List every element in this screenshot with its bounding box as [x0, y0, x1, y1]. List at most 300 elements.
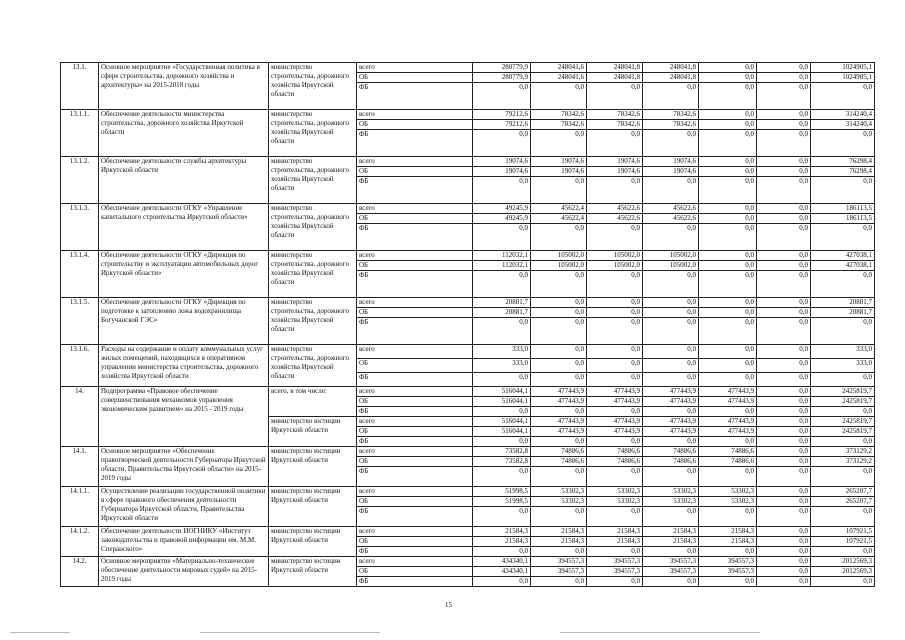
amount-cell: 0,0 [699, 437, 757, 447]
amount-cell: 0,0 [473, 318, 531, 345]
amount-cell: 0,0 [587, 373, 643, 387]
amount-cell: 314240,4 [811, 110, 875, 120]
amount-cell: 0,0 [757, 373, 811, 387]
amount-cell: 477443,9 [531, 427, 587, 437]
amount-cell: 0,0 [473, 271, 531, 298]
amount-cell: 0,0 [757, 457, 811, 467]
amount-cell: 0,0 [473, 83, 531, 110]
amount-cell: 477443,9 [643, 387, 699, 397]
amount-cell: 0,0 [757, 308, 811, 318]
amount-cell: 112032,1 [473, 251, 531, 261]
funding-source: ФБ [357, 130, 473, 157]
amount-cell: 112032,1 [473, 261, 531, 271]
amount-cell: 477443,9 [643, 417, 699, 427]
funding-source: ОБ [357, 308, 473, 318]
amount-cell: 0,0 [811, 271, 875, 298]
amount-cell: 49245,9 [473, 214, 531, 224]
table-row [61, 557, 875, 567]
amount-cell: 2012569,3 [811, 567, 875, 577]
amount-cell: 0,0 [757, 177, 811, 204]
amount-cell: 0,0 [473, 177, 531, 204]
funding-source: ОБ [357, 167, 473, 177]
amount-cell: 0,0 [811, 407, 875, 417]
amount-cell: 45622,6 [587, 214, 643, 224]
amount-cell: 477443,9 [531, 397, 587, 407]
table-row [61, 63, 875, 73]
amount-cell: 0,0 [699, 308, 757, 318]
measure-title: Обеспечение деятельности ИОГНИКУ «Институт законодательства и правовой информации им. М.М. Сперанского» [99, 527, 269, 557]
row-number: 13.1. [61, 63, 99, 110]
amount-cell: 0,0 [699, 373, 757, 387]
amount-cell: 0,0 [699, 130, 757, 157]
amount-cell: 0,0 [757, 387, 811, 397]
amount-cell: 333,0 [473, 345, 531, 359]
amount-cell: 0,0 [643, 467, 699, 487]
funding-source: всего [357, 387, 473, 397]
amount-cell: 477443,9 [699, 387, 757, 397]
amount-cell: 21584,3 [587, 527, 643, 537]
amount-cell: 0,0 [643, 224, 699, 251]
amount-cell: 0,0 [757, 567, 811, 577]
executor: министерство юстиции Иркутской области [269, 447, 357, 487]
scan-artifact-line [200, 632, 380, 633]
amount-cell: 0,0 [757, 547, 811, 557]
funding-source: всего [357, 557, 473, 567]
funding-source: ОБ [357, 397, 473, 407]
amount-cell: 0,0 [699, 177, 757, 204]
amount-cell: 0,0 [699, 345, 757, 359]
measure-title: Основное мероприятие «Обеспечение правотворческой деятельности Губернатора Иркутской области, Правительства Иркутской области» на 2015-2019 годы [99, 447, 269, 487]
page-number: 15 [445, 601, 452, 609]
amount-cell: 0,0 [699, 251, 757, 261]
amount-cell: 0,0 [811, 224, 875, 251]
amount-cell: 427038,1 [811, 251, 875, 261]
amount-cell: 45622,4 [531, 214, 587, 224]
funding-source: ФБ [357, 467, 473, 487]
amount-cell: 49245,9 [473, 204, 531, 214]
amount-cell: 248041,8 [643, 73, 699, 83]
amount-cell: 0,0 [699, 120, 757, 130]
row-number: 13.1.2. [61, 157, 99, 204]
amount-cell: 0,0 [473, 130, 531, 157]
measure-title: Расходы на содержание и оплату коммунальных услуг жилых помещений, находящихся в оперативном управлении министерства строительства, дорожного хозяйства Иркутской области [99, 345, 269, 387]
executor: министерство строительства, дорожного хозяйства Иркутской области [269, 251, 357, 298]
amount-cell: 248041,6 [531, 63, 587, 73]
amount-cell: 0,0 [473, 407, 531, 417]
funding-source: ОБ [357, 567, 473, 577]
amount-cell: 0,0 [757, 467, 811, 487]
amount-cell: 74886,6 [699, 447, 757, 457]
amount-cell: 105002,0 [531, 251, 587, 261]
amount-cell: 0,0 [757, 359, 811, 373]
amount-cell: 265207,7 [811, 497, 875, 507]
amount-cell: 0,0 [757, 345, 811, 359]
amount-cell: 0,0 [531, 373, 587, 387]
amount-cell: 0,0 [587, 577, 643, 587]
amount-cell: 20881,7 [473, 308, 531, 318]
amount-cell: 0,0 [587, 308, 643, 318]
funding-source: ФБ [357, 271, 473, 298]
amount-cell: 0,0 [811, 507, 875, 527]
amount-cell: 0,0 [757, 157, 811, 167]
measure-title: Обеспечение деятельности министерства строительства, дорожного хозяйства Иркутской области [99, 110, 269, 157]
amount-cell: 0,0 [643, 83, 699, 110]
amount-cell: 0,0 [757, 397, 811, 407]
funding-source: всего [357, 417, 473, 427]
amount-cell: 516044,1 [473, 427, 531, 437]
amount-cell: 0,0 [473, 373, 531, 387]
amount-cell: 0,0 [757, 73, 811, 83]
amount-cell: 477443,9 [643, 427, 699, 437]
amount-cell: 0,0 [473, 577, 531, 587]
amount-cell: 0,0 [699, 224, 757, 251]
amount-cell: 0,0 [757, 427, 811, 437]
funding-source: ОБ [357, 73, 473, 83]
amount-cell: 0,0 [587, 130, 643, 157]
amount-cell: 0,0 [587, 345, 643, 359]
amount-cell: 0,0 [587, 83, 643, 110]
amount-cell: 0,0 [757, 83, 811, 110]
amount-cell: 477443,9 [699, 427, 757, 437]
row-number: 14.1.2. [61, 527, 99, 557]
amount-cell: 0,0 [531, 507, 587, 527]
measure-title: Основное мероприятие «Материально-техническое обеспечение деятельности мировых судей» на 2015-2019 годы [99, 557, 269, 587]
amount-cell: 0,0 [699, 214, 757, 224]
amount-cell: 0,0 [473, 547, 531, 557]
amount-cell: 0,0 [757, 167, 811, 177]
amount-cell: 0,0 [699, 157, 757, 167]
amount-cell: 394557,3 [531, 557, 587, 567]
amount-cell: 0,0 [811, 577, 875, 587]
funding-source: всего [357, 345, 473, 359]
funding-source: ФБ [357, 177, 473, 204]
amount-cell: 477443,9 [587, 417, 643, 427]
amount-cell: 0,0 [531, 345, 587, 359]
amount-cell: 1024905,1 [811, 73, 875, 83]
amount-cell: 0,0 [811, 467, 875, 487]
amount-cell: 0,0 [757, 214, 811, 224]
amount-cell: 0,0 [473, 437, 531, 447]
amount-cell: 19074,6 [587, 167, 643, 177]
executor: министерство строительства, дорожного хозяйства Иркутской области [269, 345, 357, 387]
amount-cell: 280779,9 [473, 73, 531, 83]
funding-source: всего [357, 487, 473, 497]
amount-cell: 0,0 [587, 467, 643, 487]
amount-cell: 0,0 [757, 298, 811, 308]
amount-cell: 0,0 [587, 318, 643, 345]
funding-source: ОБ [357, 359, 473, 373]
row-number: 13.1.6. [61, 345, 99, 387]
funding-source: всего [357, 204, 473, 214]
amount-cell: 0,0 [699, 318, 757, 345]
amount-cell: 0,0 [531, 271, 587, 298]
amount-cell: 45622,4 [531, 204, 587, 214]
amount-cell: 51998,5 [473, 497, 531, 507]
amount-cell: 2425819,7 [811, 427, 875, 437]
amount-cell: 333,0 [473, 359, 531, 373]
amount-cell: 21584,3 [531, 537, 587, 547]
amount-cell: 0,0 [587, 407, 643, 417]
amount-cell: 477443,9 [587, 427, 643, 437]
executor: министерство строительства, дорожного хозяйства Иркутской области [269, 157, 357, 204]
amount-cell: 0,0 [643, 271, 699, 298]
amount-cell: 0,0 [699, 73, 757, 83]
amount-cell: 0,0 [757, 577, 811, 587]
amount-cell: 477443,9 [531, 417, 587, 427]
amount-cell: 0,0 [531, 318, 587, 345]
amount-cell: 0,0 [531, 83, 587, 110]
row-number: 13.1.4. [61, 251, 99, 298]
amount-cell: 0,0 [531, 359, 587, 373]
amount-cell: 0,0 [811, 547, 875, 557]
amount-cell: 0,0 [643, 373, 699, 387]
amount-cell: 0,0 [531, 224, 587, 251]
amount-cell: 19074,6 [531, 167, 587, 177]
amount-cell: 21584,3 [643, 527, 699, 537]
amount-cell: 0,0 [757, 507, 811, 527]
amount-cell: 0,0 [757, 63, 811, 73]
table-row [61, 487, 875, 497]
funding-source: ФБ [357, 318, 473, 345]
amount-cell: 0,0 [811, 318, 875, 345]
amount-cell: 1024905,1 [811, 63, 875, 73]
amount-cell: 76298,4 [811, 157, 875, 167]
amount-cell: 45622,6 [643, 204, 699, 214]
amount-cell: 0,0 [699, 577, 757, 587]
amount-cell: 74886,6 [531, 457, 587, 467]
amount-cell: 105002,0 [643, 251, 699, 261]
amount-cell: 0,0 [757, 261, 811, 271]
amount-cell: 45622,6 [587, 204, 643, 214]
amount-cell: 20881,7 [811, 298, 875, 308]
table-row [61, 387, 875, 397]
amount-cell: 78342,6 [531, 110, 587, 120]
measure-title: Подпрограмма «Правовое обеспечение совершенствования механизмов управления экономическим развитием» на 2015 - 2019 годы [99, 387, 269, 447]
amount-cell: 20881,7 [473, 298, 531, 308]
amount-cell: 0,0 [643, 507, 699, 527]
amount-cell: 248041,8 [587, 73, 643, 83]
amount-cell: 2425819,7 [811, 417, 875, 427]
amount-cell: 21584,3 [699, 537, 757, 547]
amount-cell: 0,0 [811, 437, 875, 447]
amount-cell: 394557,3 [531, 567, 587, 577]
amount-cell: 373129,2 [811, 457, 875, 467]
amount-cell: 19074,6 [531, 157, 587, 167]
amount-cell: 394557,3 [699, 557, 757, 567]
amount-cell: 21584,3 [587, 537, 643, 547]
amount-cell: 0,0 [757, 130, 811, 157]
amount-cell: 0,0 [587, 177, 643, 204]
amount-cell: 0,0 [757, 527, 811, 537]
amount-cell: 516044,1 [473, 417, 531, 427]
amount-cell: 0,0 [643, 177, 699, 204]
amount-cell: 0,0 [531, 437, 587, 447]
amount-cell: 0,0 [643, 359, 699, 373]
amount-cell: 21584,3 [643, 537, 699, 547]
measure-title: Обеспечение деятельности ОГКУ «Дирекция по подготовке к затоплению ложа водохранилища Богучанской ГЭС» [99, 298, 269, 345]
amount-cell: 0,0 [811, 177, 875, 204]
executor: министерство юстиции Иркутской области [269, 527, 357, 557]
table-row [61, 527, 875, 537]
amount-cell: 477443,9 [531, 387, 587, 397]
amount-cell: 0,0 [699, 407, 757, 417]
measure-title: Основное мероприятие «Государственная политика в сфере строительства, дорожного хозяйства и архитектуры» на 2015-2018 годы [99, 63, 269, 110]
amount-cell: 0,0 [699, 110, 757, 120]
funding-source: всего [357, 298, 473, 308]
amount-cell: 0,0 [699, 359, 757, 373]
amount-cell: 74886,6 [643, 457, 699, 467]
amount-cell: 74886,6 [587, 447, 643, 457]
funding-source: ОБ [357, 457, 473, 467]
row-number: 14.1.1. [61, 487, 99, 527]
amount-cell: 20881,7 [811, 308, 875, 318]
scan-artifact-line [560, 632, 760, 633]
measure-title: Осуществление реализации государственной политики в сфере правового обеспечения деятельности Губернатора Иркутской области, Правительства Иркутской области [99, 487, 269, 527]
amount-cell: 0,0 [699, 83, 757, 110]
amount-cell: 45622,6 [643, 214, 699, 224]
amount-cell: 0,0 [643, 577, 699, 587]
amount-cell: 0,0 [757, 557, 811, 567]
executor: министерство строительства, дорожного хозяйства Иркутской области [269, 110, 357, 157]
table-row [61, 447, 875, 457]
amount-cell: 0,0 [757, 487, 811, 497]
amount-cell: 105002,0 [587, 261, 643, 271]
amount-cell: 265207,7 [811, 487, 875, 497]
amount-cell: 0,0 [473, 224, 531, 251]
funding-source: ФБ [357, 547, 473, 557]
amount-cell: 394557,3 [643, 567, 699, 577]
amount-cell: 0,0 [757, 447, 811, 457]
amount-cell: 0,0 [587, 359, 643, 373]
amount-cell: 74886,6 [531, 447, 587, 457]
amount-cell: 105002,0 [587, 251, 643, 261]
amount-cell: 0,0 [699, 261, 757, 271]
amount-cell: 53302,3 [643, 487, 699, 497]
amount-cell: 0,0 [531, 130, 587, 157]
amount-cell: 0,0 [811, 83, 875, 110]
amount-cell: 477443,9 [643, 397, 699, 407]
amount-cell: 0,0 [643, 547, 699, 557]
amount-cell: 0,0 [531, 407, 587, 417]
table-row [61, 298, 875, 308]
amount-cell: 78342,6 [587, 110, 643, 120]
amount-cell: 0,0 [643, 437, 699, 447]
funding-source: ОБ [357, 261, 473, 271]
amount-cell: 79212,6 [473, 110, 531, 120]
amount-cell: 21584,3 [473, 537, 531, 547]
amount-cell: 19074,6 [643, 157, 699, 167]
amount-cell: 0,0 [757, 407, 811, 417]
budget-table [60, 62, 875, 587]
row-number: 14. [61, 387, 99, 447]
amount-cell: 0,0 [643, 345, 699, 359]
amount-cell: 0,0 [699, 167, 757, 177]
amount-cell: 248041,8 [643, 63, 699, 73]
amount-cell: 74886,6 [699, 457, 757, 467]
funding-source: всего [357, 527, 473, 537]
amount-cell: 394557,3 [587, 567, 643, 577]
amount-cell: 53302,3 [699, 497, 757, 507]
table-row [61, 110, 875, 120]
table-body [61, 63, 875, 587]
row-number: 13.1.3. [61, 204, 99, 251]
amount-cell: 0,0 [643, 130, 699, 157]
amount-cell: 373129,2 [811, 447, 875, 457]
executor: всего, в том числе: [269, 387, 357, 417]
funding-source: всего [357, 63, 473, 73]
amount-cell: 248041,8 [587, 63, 643, 73]
amount-cell: 0,0 [757, 437, 811, 447]
amount-cell: 477443,9 [699, 397, 757, 407]
amount-cell: 2425819,7 [811, 397, 875, 407]
amount-cell: 186113,5 [811, 204, 875, 214]
amount-cell: 53302,3 [531, 497, 587, 507]
amount-cell: 78342,6 [643, 120, 699, 130]
amount-cell: 19074,6 [587, 157, 643, 167]
amount-cell: 0,0 [757, 251, 811, 261]
amount-cell: 280779,9 [473, 63, 531, 73]
amount-cell: 53302,3 [643, 497, 699, 507]
amount-cell: 0,0 [587, 271, 643, 298]
amount-cell: 0,0 [587, 437, 643, 447]
amount-cell: 0,0 [757, 417, 811, 427]
table-row [61, 251, 875, 261]
amount-cell: 434340,1 [473, 557, 531, 567]
funding-source: ФБ [357, 224, 473, 251]
amount-cell: 2012569,3 [811, 557, 875, 567]
amount-cell: 0,0 [531, 298, 587, 308]
amount-cell: 51998,5 [473, 487, 531, 497]
executor: министерство строительства, дорожного хозяйства Иркутской области [269, 298, 357, 345]
amount-cell: 0,0 [643, 407, 699, 417]
measure-title: Обеспечение деятельности ОГКУ «Дирекция по строительству и эксплуатации автомобильных дорог Иркутской области» [99, 251, 269, 298]
amount-cell: 0,0 [699, 204, 757, 214]
amount-cell: 434340,1 [473, 567, 531, 577]
amount-cell: 477443,9 [699, 417, 757, 427]
amount-cell: 0,0 [699, 63, 757, 73]
funding-source: ОБ [357, 537, 473, 547]
executor: министерство юстиции Иркутской области [269, 487, 357, 527]
funding-source: ФБ [357, 373, 473, 387]
row-number: 14.2. [61, 557, 99, 587]
measure-title: Обеспечение деятельности ОГКУ «Управление капитального строительства Иркутской области» [99, 204, 269, 251]
funding-source: ОБ [357, 427, 473, 437]
amount-cell: 0,0 [757, 110, 811, 120]
amount-cell: 0,0 [757, 271, 811, 298]
funding-source: ФБ [357, 83, 473, 110]
executor: министерство юстиции Иркутской области [269, 557, 357, 587]
funding-source: ОБ [357, 120, 473, 130]
executor: министерство строительства, дорожного хозяйства Иркутской области [269, 204, 357, 251]
amount-cell: 0,0 [757, 224, 811, 251]
row-number: 13.1.5. [61, 298, 99, 345]
funding-source: всего [357, 251, 473, 261]
amount-cell: 0,0 [757, 120, 811, 130]
funding-source: ОБ [357, 497, 473, 507]
amount-cell: 0,0 [587, 547, 643, 557]
funding-source: ФБ [357, 577, 473, 587]
amount-cell: 0,0 [757, 497, 811, 507]
amount-cell: 21584,3 [531, 527, 587, 537]
amount-cell: 2425819,7 [811, 387, 875, 397]
amount-cell: 0,0 [699, 298, 757, 308]
amount-cell: 0,0 [531, 308, 587, 318]
amount-cell: 78342,6 [587, 120, 643, 130]
amount-cell: 0,0 [473, 467, 531, 487]
amount-cell: 0,0 [811, 373, 875, 387]
amount-cell: 19074,6 [473, 167, 531, 177]
amount-cell: 0,0 [699, 507, 757, 527]
